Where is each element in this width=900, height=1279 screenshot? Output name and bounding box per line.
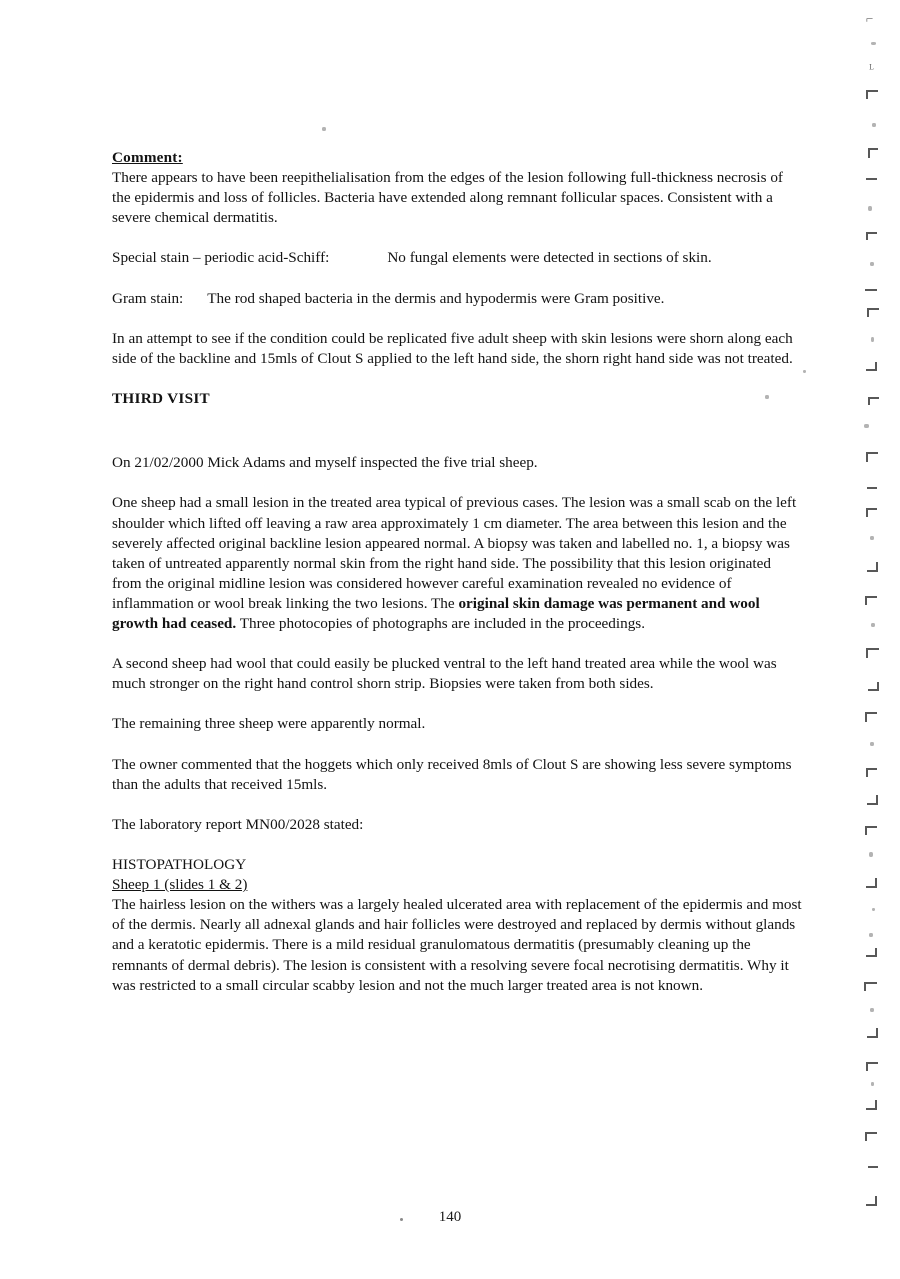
special-stain-label: Special stain – periodic acid-Schiff:: [112, 249, 330, 267]
scan-artifact: [866, 1196, 877, 1206]
scan-artifact: [870, 536, 874, 540]
special-stain-line: [112, 248, 804, 268]
comment-paragraph: There appears to have been reepithelialisation from the edges of the lesion following full-thickness necrosis of the epidermis and loss of follicles. Bacteria have extended along remnant follicular spaces. Consistent with a severe chemical dermatitis.: [112, 169, 783, 227]
scan-artifact: [871, 337, 874, 342]
scan-artifact: [866, 362, 877, 371]
scan-artifact: [865, 1132, 877, 1141]
trial-setup-paragraph: In an attempt to see if the condition could be replicated five adult sheep with skin lesions were shorn along each side of the backline and 15mls of Clout S applied to the left hand side, the shorn right hand side was not treated.: [112, 329, 793, 367]
scan-artifact: [868, 1166, 878, 1168]
scan-artifact: [868, 397, 879, 405]
scan-artifact: [871, 42, 876, 45]
gram-stain-line: [112, 289, 804, 309]
scan-artifact: [868, 148, 878, 158]
histopathology-paragraph: The hairless lesion on the withers was a largely healed ulcerated area with replacement of the epidermis and most of the dermis. Nearly all adnexal glands and hair follicles were destroyed and replaced by dermis without glands and a keratotic epidermis. There is a mild residual granulomatous dermatitis (presumably cleaning up the remnants of dermal debris). The lesion is consistent with a resolving severe focal necrotising dermatitis. Why it was restricted to a small circular scabby lesion and not the much larger treated area is not known.: [112, 896, 802, 994]
scan-artifact: [867, 487, 877, 489]
scan-artifact: [869, 852, 873, 857]
scan-speck: [322, 127, 326, 131]
lab-report-intro: The laboratory report MN00/2028 stated:: [112, 815, 364, 833]
scan-artifact: [868, 682, 879, 691]
special-stain-result: No fungal elements were detected in sections of skin.: [387, 249, 712, 267]
scan-artifact: [865, 596, 877, 605]
sheep-one-paragraph: [112, 493, 804, 634]
scan-artifact: [866, 178, 877, 180]
scan-artifact: [866, 648, 879, 658]
comment-heading: Comment:: [112, 149, 183, 166]
document-body: [112, 148, 804, 996]
scan-artifact: [867, 308, 879, 317]
third-visit-heading: THIRD VISIT: [112, 390, 210, 408]
scan-artifact: [866, 878, 877, 888]
gram-stain-result: The rod shaped bacteria in the dermis and hypodermis were Gram positive.: [207, 289, 665, 307]
scan-artifact: [867, 562, 878, 572]
scan-artifact: [868, 206, 872, 211]
scan-artifact: [865, 289, 877, 291]
scan-artifact: [866, 452, 878, 462]
scan-artifact: ⌐: [866, 11, 874, 26]
scan-artifact: [866, 508, 877, 517]
histopathology-heading: HISTOPATHOLOGY: [112, 856, 247, 874]
remaining-sheep-paragraph: The remaining three sheep were apparently normal.: [112, 715, 426, 733]
scan-artifact: [864, 982, 877, 991]
scan-artifact: [870, 262, 874, 266]
sheep-one-text-part1: One sheep had a small lesion in the treated area typical of previous cases. The lesion was a small scab on the left shoulder which lifted off leaving a raw area approximately 1 cm diameter. The area between this lesion and the severely affected original backline lesion appeared normal. A biopsy was taken and labelled no. 1, a biopsy was taken of untreated apparently normal skin from the right hand side. The possibility that this lesion originated from the original midline lesion was considered however careful examination revealed no evidence of inflammation or wool break linking the two lesions. The: [112, 494, 797, 612]
sheep1-slides-heading: Sheep 1 (slides 1 & 2): [112, 876, 248, 894]
page-number: 140: [438, 1209, 462, 1225]
sheep-one-emphasis: original skin damage was permanent and wool growth had ceased.: [112, 594, 760, 632]
scan-artifact: [867, 795, 878, 805]
sheep-one-text-part2: Three photocopies of photographs are included in the proceedings.: [236, 614, 646, 632]
scan-artifact: [870, 742, 874, 746]
scan-artifact: [866, 1100, 877, 1110]
scan-artifact: [872, 908, 875, 911]
scan-artifact: [872, 123, 876, 127]
scan-artifact: [866, 1062, 878, 1071]
scan-artifact: [864, 424, 869, 428]
second-sheep-paragraph: A second sheep had wool that could easily be plucked ventral to the left hand treated area while the wool was much stronger on the right hand control shorn strip. Biopsies were taken from both sides.: [112, 655, 777, 693]
scan-artifact: [865, 712, 877, 722]
scan-artifact: [870, 1008, 874, 1012]
gram-stain-label: Gram stain:: [112, 289, 184, 307]
scan-artifact: [867, 1028, 878, 1038]
scan-artifact: [871, 623, 875, 627]
scan-artifact: [869, 933, 873, 937]
scan-artifact: [866, 768, 877, 777]
scan-artifact: [866, 90, 878, 99]
scan-artifact: [866, 232, 877, 240]
scan-artifact: ᴸ: [869, 61, 874, 76]
scan-artifact: [866, 948, 877, 957]
visit-date-line: On 21/02/2000 Mick Adams and myself inspected the five trial sheep.: [112, 454, 538, 472]
owner-comment-paragraph: The owner commented that the hoggets which only received 8mls of Clout S are showing less severe symptoms than the adults that received 15mls.: [112, 755, 792, 793]
scan-artifact: [871, 1082, 874, 1086]
scan-artifact: [865, 826, 877, 835]
